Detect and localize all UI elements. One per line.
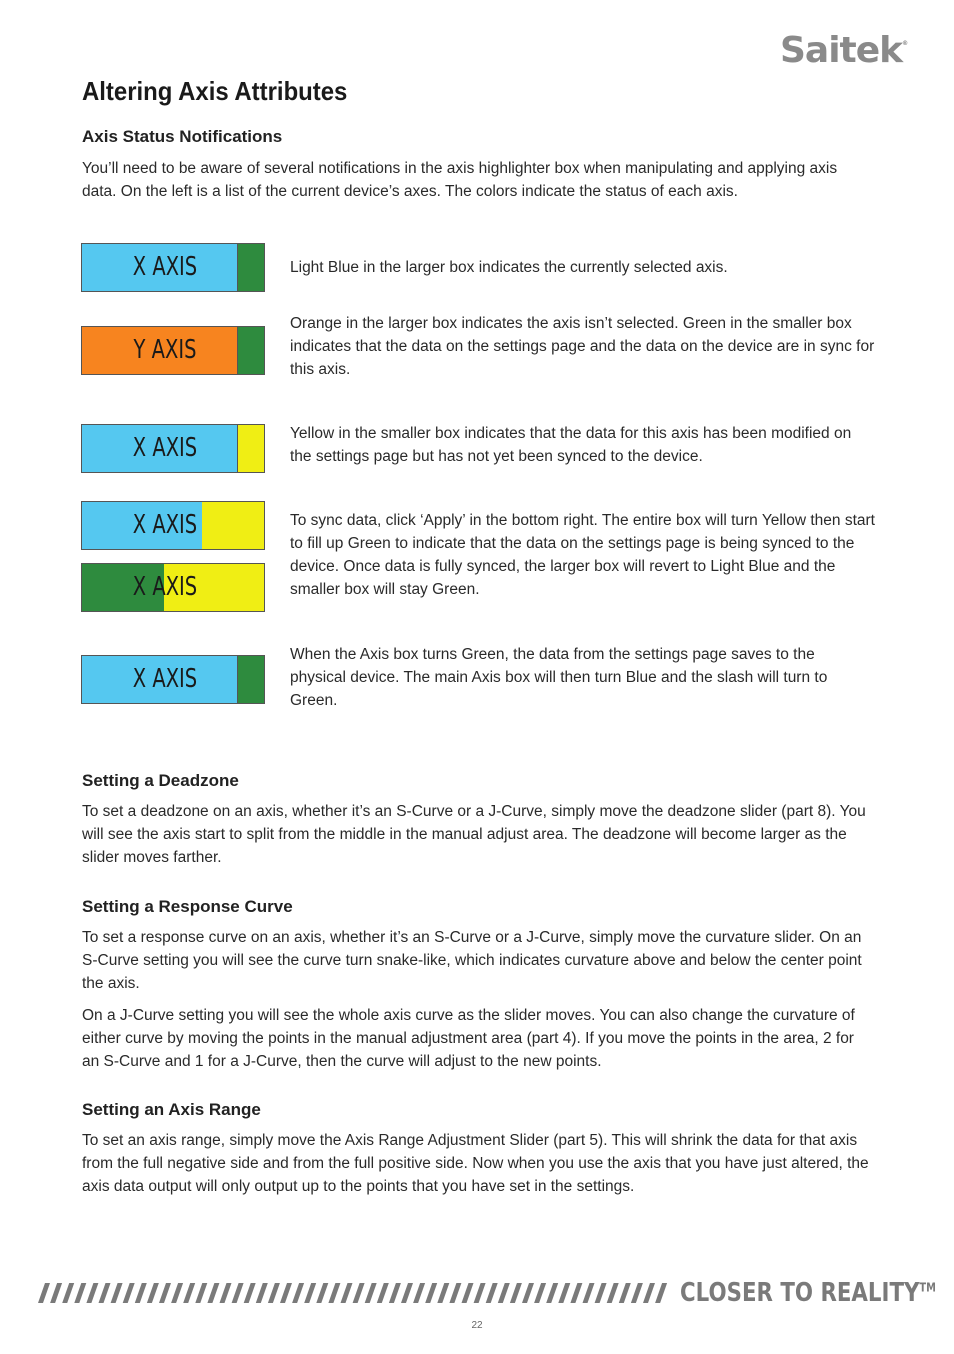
page-title: Altering Axis Attributes: [82, 76, 348, 106]
axis-box-synced: [81, 655, 265, 704]
axis-box-sync-progress: [81, 563, 265, 612]
footer-stripe: [74, 1283, 86, 1303]
footer-stripe: [425, 1283, 437, 1303]
footer-stripe: [50, 1283, 62, 1303]
footer-stripe: [171, 1283, 183, 1303]
footer-stripe: [99, 1283, 111, 1303]
footer-stripe: [449, 1283, 461, 1303]
footer-stripe: [546, 1283, 558, 1303]
axis-desc-saved: When the Axis box turns Green, the data from the settings page saves to the physical device. The main Axis box will then turn Blue and the slash will turn to Green.: [290, 646, 828, 709]
axis-box-label: X AXIS: [132, 572, 198, 602]
axis-box-unselected: [81, 326, 265, 375]
axis-status-intro: You’ll need to be aware of several notifications in the axis highlighter box when manipulating and applying axis data. On the left is a list of the current device’s axes. The colors indicate the status of each axis.: [82, 160, 838, 200]
page-number: 22: [471, 1320, 483, 1331]
footer-stripe: [244, 1283, 256, 1303]
axis-desc-syncing: To sync data, click ‘Apply’ in the bottom right. The entire box will turn Yellow then start to fill up Green to indicate that the data on the settings page is being synced to the device. Once data is fully synced, the larger box will revert to Light Blue and the smaller box will stay Green.: [290, 512, 875, 598]
footer-stripe: [62, 1283, 74, 1303]
axis-range-heading: Setting an Axis Range: [82, 1100, 261, 1119]
footer-stripe: [159, 1283, 171, 1303]
footer-stripe: [195, 1283, 207, 1303]
footer-stripe: [643, 1283, 655, 1303]
logo-registered-mark: ®: [902, 40, 909, 47]
footer-stripe: [534, 1283, 546, 1303]
footer-stripe: [595, 1283, 607, 1303]
axis-desc-unselected: Orange in the larger box indicates the axis isn’t selected. Green in the smaller box indicates that the data on the settings page and the data on the device are in sync for this axis.: [290, 315, 875, 378]
footer-stripe: [38, 1283, 50, 1303]
axis-box-status-square: [237, 425, 264, 472]
footer-stripe: [135, 1283, 147, 1303]
footer-stripe: [316, 1283, 328, 1303]
response-curve-body-2: On a J-Curve setting you will see the whole axis curve as the slider moves. You can also change the curvature of either curve by moving the points in the manual adjustment area (part 4). If you move the points in the area, 2 for an S-Curve and 1 for a J-Curve, then the curve will adjust to the new points.: [82, 1007, 855, 1070]
deadzone-heading: Setting a Deadzone: [82, 771, 239, 790]
saitek-logo: [780, 30, 908, 71]
footer-stripes-decoration: [38, 1283, 674, 1303]
axis-box-label: X AXIS: [132, 252, 198, 282]
footer-stripe: [268, 1283, 280, 1303]
footer-stripe: [86, 1283, 98, 1303]
axis-box-status-square: [238, 502, 264, 549]
footer-stripe: [498, 1283, 510, 1303]
footer-stripe: [365, 1283, 377, 1303]
axis-box-selected: [81, 243, 265, 292]
footer-stripe: [341, 1283, 353, 1303]
footer-stripe: [377, 1283, 389, 1303]
footer-stripe: [280, 1283, 292, 1303]
footer-stripe: [437, 1283, 449, 1303]
axis-box-modified: [81, 424, 265, 473]
footer-stripe: [558, 1283, 570, 1303]
footer-stripe: [256, 1283, 268, 1303]
axis-range-body: To set an axis range, simply move the Axis Range Adjustment Slider (part 5). This will shrink the data for that axis from the full negative side and from the full positive side. Now when you use the axis that you have just altered, the axis data output will only output up to the points that you have set in the settings.: [82, 1132, 869, 1195]
response-curve-heading: Setting a Response Curve: [82, 897, 293, 916]
footer-stripe: [111, 1283, 123, 1303]
deadzone-body: To set a deadzone on an axis, whether it’s an S-Curve or a J-Curve, simply move the deadzone slider (part 8). You will see the axis start to split from the middle in the manual adjust area. The deadzone will become larger as the slider moves farther.: [82, 803, 866, 866]
footer-stripe: [413, 1283, 425, 1303]
axis-status-heading: Axis Status Notifications: [82, 127, 283, 146]
response-curve-body-1: To set a response curve on an axis, whether it’s an S-Curve or a J-Curve, simply move the curvature slider. On an S-Curve setting you will see the curve turn snake-like, which indicates curvature above and below the center point the axis.: [82, 929, 862, 992]
footer-stripe: [147, 1283, 159, 1303]
footer-stripe: [462, 1283, 474, 1303]
footer-stripe: [401, 1283, 413, 1303]
footer-trademark: TM: [919, 1280, 936, 1295]
axis-box-status-square: [237, 656, 264, 703]
footer-stripe: [631, 1283, 643, 1303]
footer-stripe: [292, 1283, 304, 1303]
axis-box-label: X AXIS: [132, 433, 198, 463]
footer-stripe: [655, 1283, 667, 1303]
footer-stripe: [389, 1283, 401, 1303]
logo-text: Saitek: [780, 30, 903, 71]
axis-box-status-square: [237, 327, 264, 374]
footer-tagline: [680, 1278, 936, 1308]
footer-stripe: [232, 1283, 244, 1303]
footer-stripe: [619, 1283, 631, 1303]
footer-stripe: [183, 1283, 195, 1303]
axis-box-status-square: [237, 244, 264, 291]
footer-stripe: [522, 1283, 534, 1303]
footer-stripe: [486, 1283, 498, 1303]
axis-desc-selected: Light Blue in the larger box indicates the currently selected axis.: [290, 259, 728, 276]
footer-stripe: [583, 1283, 595, 1303]
footer-stripe: [207, 1283, 219, 1303]
footer-stripe: [353, 1283, 365, 1303]
footer-stripe: [570, 1283, 582, 1303]
axis-box-status-square: [238, 564, 264, 611]
axis-box-label: Y AXIS: [133, 335, 197, 365]
footer-stripe: [123, 1283, 135, 1303]
footer-stripe: [474, 1283, 486, 1303]
footer-stripe: [304, 1283, 316, 1303]
footer-stripe: [220, 1283, 232, 1303]
axis-box-sync-start: [81, 501, 265, 550]
axis-box-label: X AXIS: [132, 664, 198, 694]
footer-tagline-text: CLOSER TO REALITY: [680, 1278, 920, 1308]
footer-stripe: [510, 1283, 522, 1303]
footer-stripe: [328, 1283, 340, 1303]
axis-box-label: X AXIS: [132, 510, 198, 540]
footer-stripe: [607, 1283, 619, 1303]
axis-desc-modified: Yellow in the smaller box indicates that the data for this axis has been modified on the settings page but has not yet been synced to the device.: [290, 425, 852, 465]
